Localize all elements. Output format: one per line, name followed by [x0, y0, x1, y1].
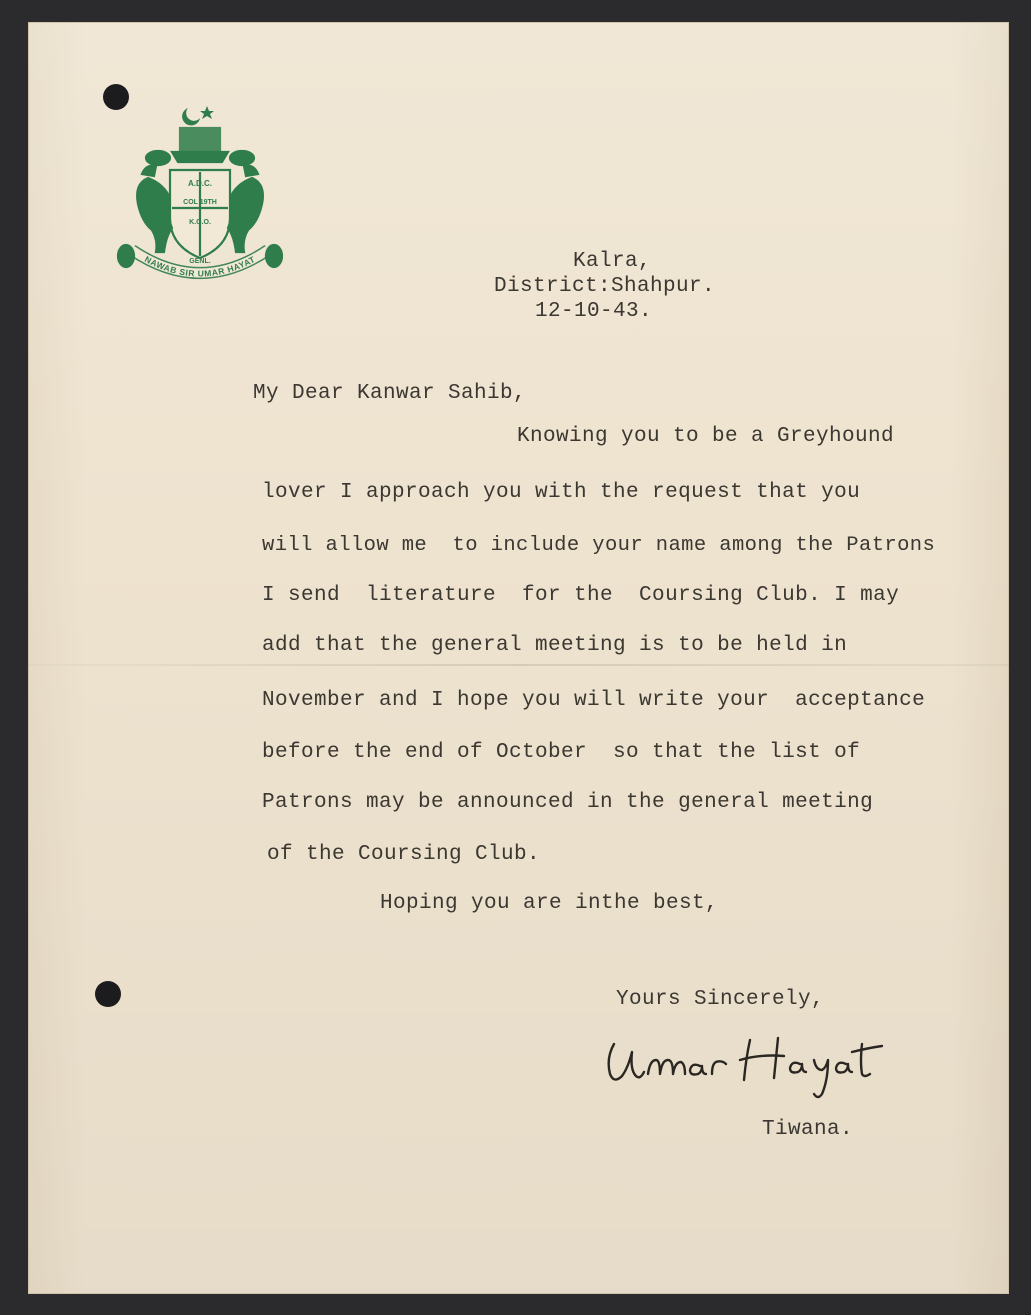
letter-date: 12-10-43.: [535, 300, 653, 323]
address-line-1: Kalra,: [573, 250, 652, 273]
body-line-6: November and I hope you will write your acceptance: [262, 689, 926, 712]
closing-wish: Hoping you are inthe best,: [380, 892, 719, 915]
crest-line-adc: A.D.C.: [188, 179, 212, 188]
body-line-8: Patrons may be announced in the general meeting: [262, 791, 874, 814]
coat-of-arms-crest: [112, 100, 287, 295]
crest-line-col: COL 19TH: [183, 199, 217, 206]
salutation: My Dear Kanwar Sahib,: [253, 382, 527, 405]
body-line-3: will allow me to include your name among the Patrons: [262, 534, 936, 557]
body-line-7: before the end of October so that the list of: [262, 741, 861, 764]
body-line-5: add that the general meeting is to be held in: [262, 634, 848, 657]
paper-fold-line: [28, 664, 1009, 666]
punch-hole-bottom: [95, 981, 121, 1007]
crest-motto: NAWAB SIR UMAR HAYAT: [143, 253, 257, 279]
body-line-1: Knowing you to be a Greyhound: [517, 425, 895, 448]
crest-line-kgo: K.G.O.: [189, 219, 211, 226]
body-line-9: of the Coursing Club.: [267, 843, 541, 866]
body-line-4: I send literature for the Coursing Club. I may: [262, 584, 900, 607]
address-line-2: District:Shahpur.: [494, 275, 716, 298]
crest-rank: GENL.: [189, 258, 211, 265]
handwritten-signature: [600, 1030, 890, 1105]
signoff-name: Tiwana.: [762, 1118, 854, 1141]
body-line-2: lover I approach you with the request that you: [262, 481, 861, 504]
valediction: Yours Sincerely,: [616, 988, 825, 1011]
